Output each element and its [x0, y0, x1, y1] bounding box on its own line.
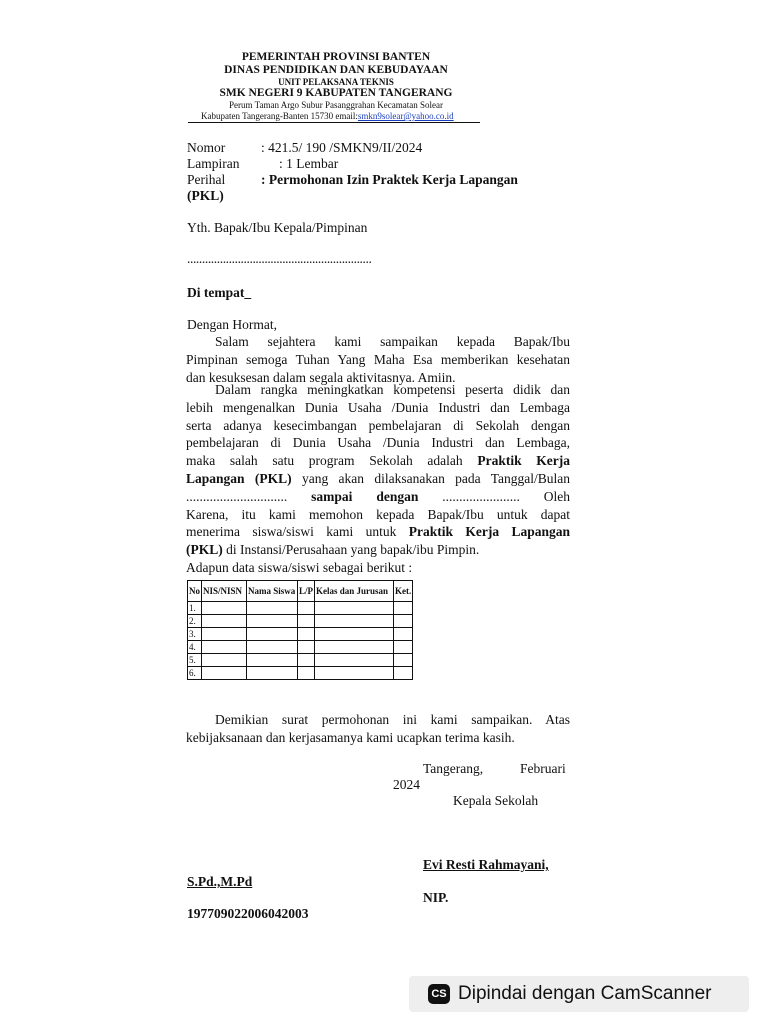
p2-bold-text: Lapangan (PKL) [186, 470, 292, 486]
cell[interactable] [298, 641, 315, 654]
p2-line: Dalam rangka meningkatkan kompetensi peserta didik dan [215, 382, 570, 397]
p2-text: di Instansi/Perusahaan yang bapak/ibu Pimpin. [226, 542, 480, 558]
lampiran-label: Lampiran [187, 156, 240, 171]
col-header: Kelas dan Jurusan [315, 581, 394, 602]
cell[interactable] [247, 615, 298, 628]
p1-line: Salam sejahtera kami sampaikan kepada Bapak/Ibu [215, 334, 570, 349]
table-row [188, 667, 413, 680]
p2-bold-text: Praktik Kerja [477, 453, 570, 469]
cell[interactable] [394, 602, 413, 615]
cell[interactable] [298, 615, 315, 628]
cell[interactable] [394, 654, 413, 667]
letterhead-address: Perum Taman Argo Subur Pasanggrahan Kecamatan Solear [229, 100, 443, 110]
cell[interactable] [298, 602, 315, 615]
cell[interactable] [202, 628, 247, 641]
col-header: No [188, 581, 202, 602]
p2-line [186, 470, 570, 488]
cell[interactable] [202, 615, 247, 628]
row-number: 1. [188, 602, 202, 615]
cell[interactable] [202, 602, 247, 615]
signature-position: Kepala Sekolah [453, 793, 539, 808]
letterhead-line1: PEMERINTAH PROVINSI BANTEN [241, 51, 431, 63]
email-link[interactable]: smkn9solear@yahoo.co.id [357, 111, 454, 121]
cell[interactable] [298, 628, 315, 641]
p2-line [186, 488, 570, 506]
closing-line: Demikian surat permohonan ini kami sampaikan. Atas [215, 712, 570, 727]
p2-line: Karena, itu kami memohon kepada Bapak/Ibu untuk dapat [186, 506, 570, 522]
lampiran-value: : 1 Lembar [279, 156, 339, 171]
student-table [187, 580, 413, 680]
cell[interactable] [247, 667, 298, 680]
cell[interactable] [315, 641, 394, 654]
recipient-place: Di tempat_ [187, 285, 252, 300]
greeting: Dengan Hormat, [187, 317, 277, 332]
signatory-title: S.Pd.,M.Pd [187, 874, 253, 889]
row-number: 2. [188, 615, 202, 628]
nomor-value: : 421.5/ 190 /SMKN9/II/2024 [261, 140, 423, 155]
letterhead-divider [188, 122, 480, 123]
nip-label: NIP. [423, 890, 449, 905]
table-row [188, 641, 413, 654]
cell[interactable] [247, 641, 298, 654]
recipient-dots: .............................................................. [187, 251, 372, 266]
camscanner-icon: CS [428, 984, 450, 1004]
cell[interactable] [394, 615, 413, 628]
camscanner-text: Dipindai dengan CamScanner [458, 983, 712, 1004]
col-header: L/P [298, 581, 315, 602]
table-row [188, 654, 413, 667]
cell[interactable] [315, 654, 394, 667]
col-header: Nama Siswa [247, 581, 298, 602]
cell[interactable] [247, 654, 298, 667]
row-number: 3. [188, 628, 202, 641]
cell[interactable] [298, 654, 315, 667]
p2-text: Oleh [543, 488, 571, 504]
p2-text: yang akan dilaksanakan pada Tanggal/Bulan [301, 470, 571, 486]
p2-dots: .............................. [186, 488, 288, 504]
signature-year: 2024 [393, 777, 420, 792]
table-row [188, 628, 413, 641]
p2-line [186, 452, 570, 470]
cell[interactable] [315, 628, 394, 641]
perihal-value: : Permohonan Izin Praktek Kerja Lapangan [261, 172, 518, 187]
row-number: 5. [188, 654, 202, 667]
p2-bold-text: dengan [376, 488, 419, 504]
p2-dots: ....................... [442, 488, 520, 504]
address-text: Kabupaten Tangerang-Banten 15730 email: [201, 111, 358, 121]
cell[interactable] [394, 667, 413, 680]
recipient-salutation: Yth. Bapak/Ibu Kepala/Pimpinan [187, 220, 368, 235]
paragraph-1 [186, 333, 570, 386]
p2-bold-text: sampai [311, 488, 353, 504]
table-header-row [188, 581, 413, 602]
p2-line [186, 523, 570, 541]
p1-line: dan kesuksesan dalam segala aktivitasnya. Amiin. [186, 369, 456, 385]
closing-line: kebijaksanaan dan kerjasamanya kami ucapkan terima kasih. [186, 729, 515, 745]
school-name: SMK NEGERI 9 KABUPATEN TANGERANG [219, 87, 453, 99]
letterhead-line3: UNIT PELAKSANA TEKNIS [278, 77, 394, 87]
p1-line: Pimpinan semoga Tuhan Yang Maha Esa memberikan kesehatan [186, 351, 570, 367]
p2-line: lebih mengenalkan Dunia Usaha /Dunia Industri dan Lembaga [186, 399, 570, 415]
p2-text: menerima siswa/siswi kami untuk [186, 524, 397, 540]
col-header: Ket. [394, 581, 413, 602]
perihal-value-cont: (PKL) [187, 188, 224, 203]
paragraph-2 [186, 381, 570, 577]
col-header: NIS/NISN [202, 581, 247, 602]
perihal-label: Perihal [187, 172, 226, 187]
table-row [188, 602, 413, 615]
signature-month: Februari [520, 761, 566, 776]
p2-bold-text: Praktik Kerja Lapangan [408, 524, 570, 540]
letterhead-line2: DINAS PENDIDIKAN DAN KEBUDAYAAN [224, 64, 448, 76]
cell[interactable] [247, 628, 298, 641]
cell[interactable] [394, 641, 413, 654]
cell[interactable] [247, 602, 298, 615]
cell[interactable] [202, 641, 247, 654]
cell[interactable] [315, 667, 394, 680]
signatory-name: Evi Resti Rahmayani, [423, 857, 549, 872]
cell[interactable] [298, 667, 315, 680]
p2-line: serta adanya kesecimbangan pembelajaran di Sekolah dengan [186, 417, 570, 433]
letterhead-address-line2 [201, 111, 454, 121]
p2-line [186, 541, 570, 559]
nomor-label: Nomor [187, 140, 226, 155]
row-number: 6. [188, 667, 202, 680]
row-number: 4. [188, 641, 202, 654]
cell[interactable] [394, 628, 413, 641]
signature-city: Tangerang, [423, 761, 484, 776]
table-row [188, 615, 413, 628]
p2-bold-text: (PKL) [186, 542, 223, 558]
cell[interactable] [315, 602, 394, 615]
cell[interactable] [202, 667, 247, 680]
cell[interactable] [202, 654, 247, 667]
p2-line: pembelajaran di Dunia Usaha /Dunia Industri dan Lembaga, [186, 435, 570, 451]
nip-number: 197709022006042003 [187, 906, 309, 921]
p2-text: maka salah satu program Sekolah adalah [186, 453, 463, 469]
p2-line: Adapun data siswa/siswi sebagai berikut : [186, 559, 413, 575]
closing-paragraph [186, 711, 570, 747]
cell[interactable] [315, 615, 394, 628]
